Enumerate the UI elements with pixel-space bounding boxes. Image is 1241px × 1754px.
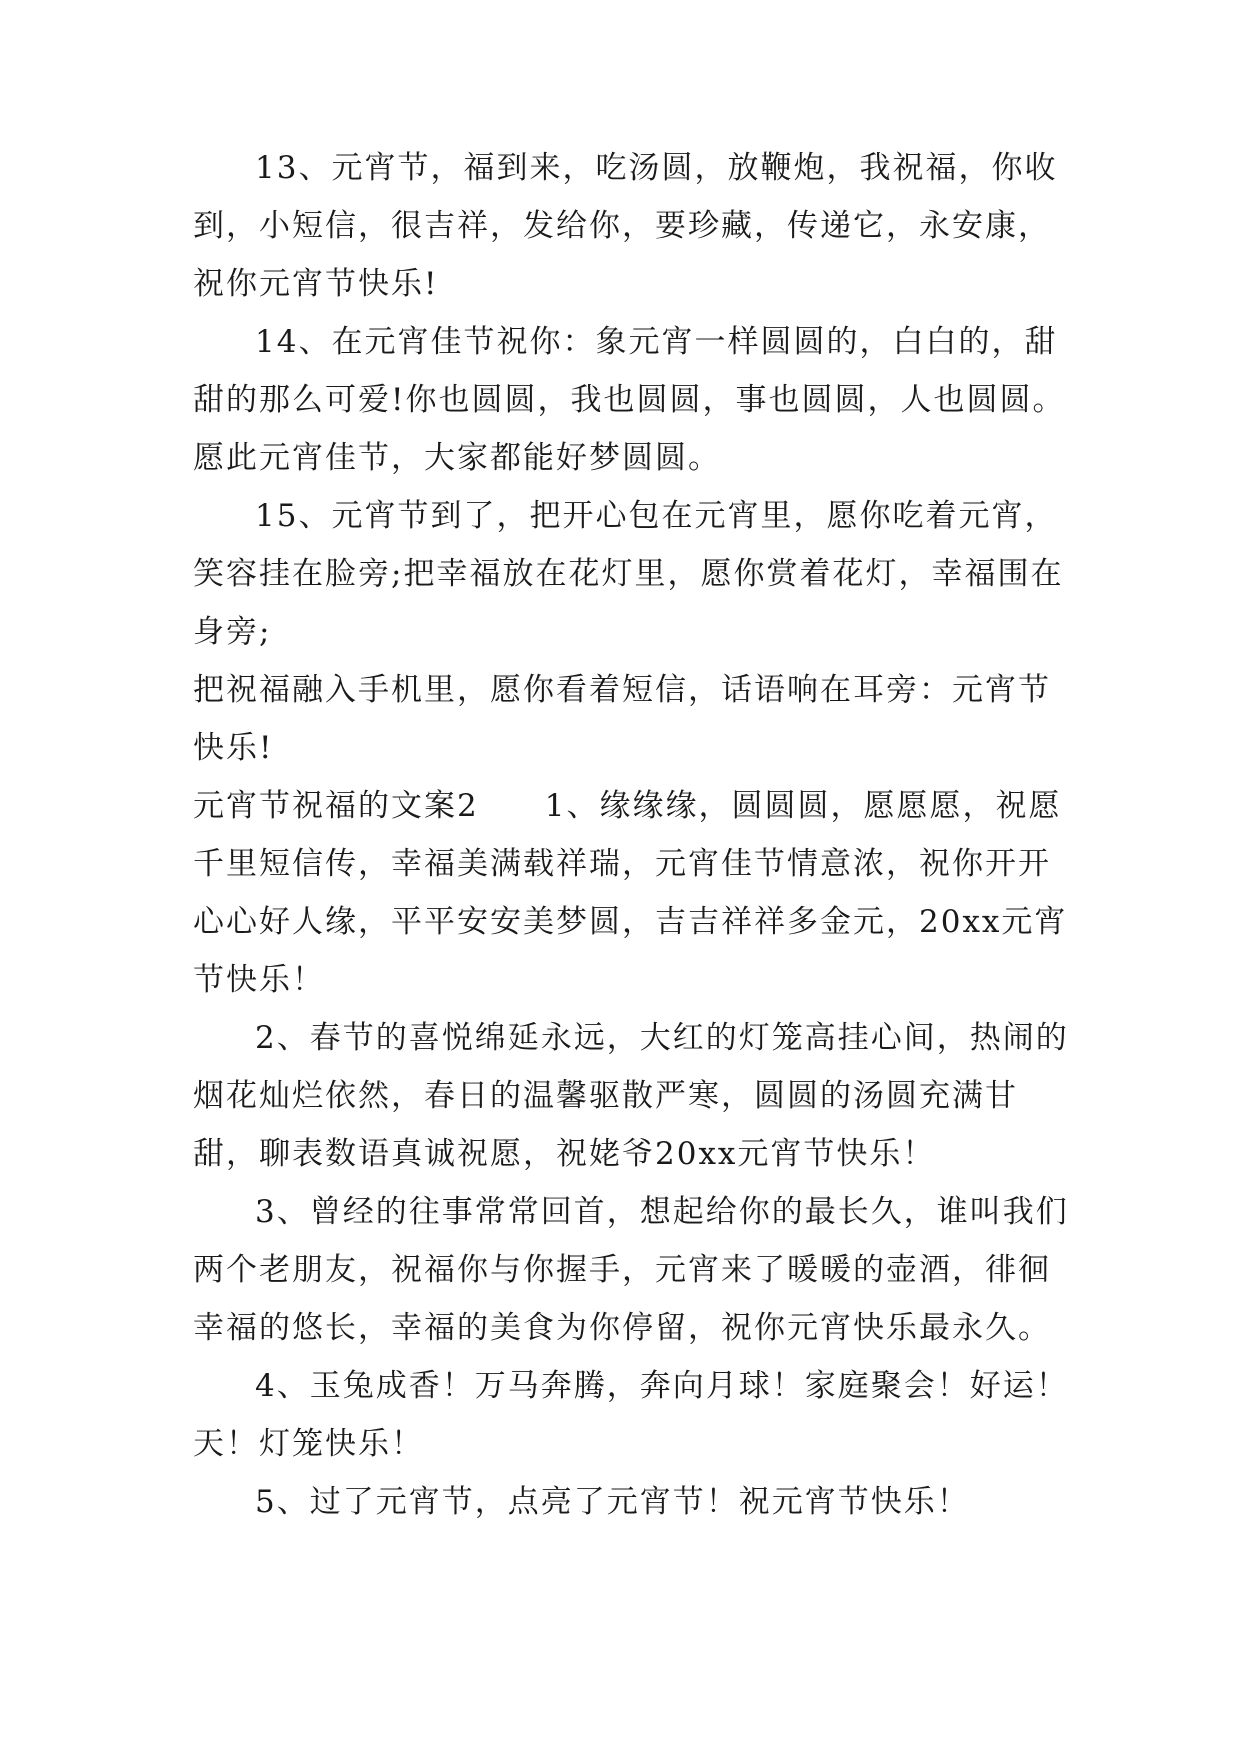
paragraph-13: 13、元宵节，福到来，吃汤圆，放鞭炮，我祝福，你收到，小短信，很吉祥，发给你，要珍藏，传递它，永安康，祝你元宵节快乐! xyxy=(193,150,1058,302)
section-2-heading-paragraph: 元宵节祝福的文案2 1、缘缘缘，圆圆圆，愿愿愿，祝愿千里短信传，幸福美满载祥瑞，元宵佳节情意浓，祝你开开心心好人缘，平平安安美梦圆，吉吉祥祥多金元，20xx元宵节快乐！ xyxy=(193,788,1068,998)
paragraph-3: 3、曾经的往事常常回首，想起给你的最长久，谁叫我们两个老朋友，祝福你与你握手，元宵来了暖暖的壶酒，徘徊幸福的悠长，幸福的美食为你停留，祝你元宵快乐最永久。 xyxy=(193,1194,1069,1346)
paragraph-15-continued: 把祝福融入手机里，愿你看着短信，话语响在耳旁：元宵节快乐! xyxy=(193,672,1051,766)
paragraph-14: 14、在元宵佳节祝你：象元宵一样圆圆的，白白的，甜甜的那么可爱!你也圆圆，我也圆圆，事也圆圆，人也圆圆。愿此元宵佳节，大家都能好梦圆圆。 xyxy=(193,324,1066,476)
paragraph-15: 15、元宵节到了，把开心包在元宵里，愿你吃着元宵，笑容挂在脸旁;把幸福放在花灯里，愿你赏着花灯，幸福围在身旁; xyxy=(193,498,1064,650)
paragraph-4: 4、玉兔成香！万马奔腾，奔向月球！家庭聚会！好运！天！灯笼快乐！ xyxy=(193,1368,1069,1462)
paragraph-5: 5、过了元宵节，点亮了元宵节！祝元宵节快乐！ xyxy=(255,1484,970,1520)
paragraph-2: 2、春节的喜悦绵延永远，大红的灯笼高挂心间，热闹的烟花灿烂依然，春日的温馨驱散严寒，圆圆的汤圆充满甘甜，聊表数语真诚祝愿，祝姥爷20xx元宵节快乐！ xyxy=(193,1020,1069,1172)
